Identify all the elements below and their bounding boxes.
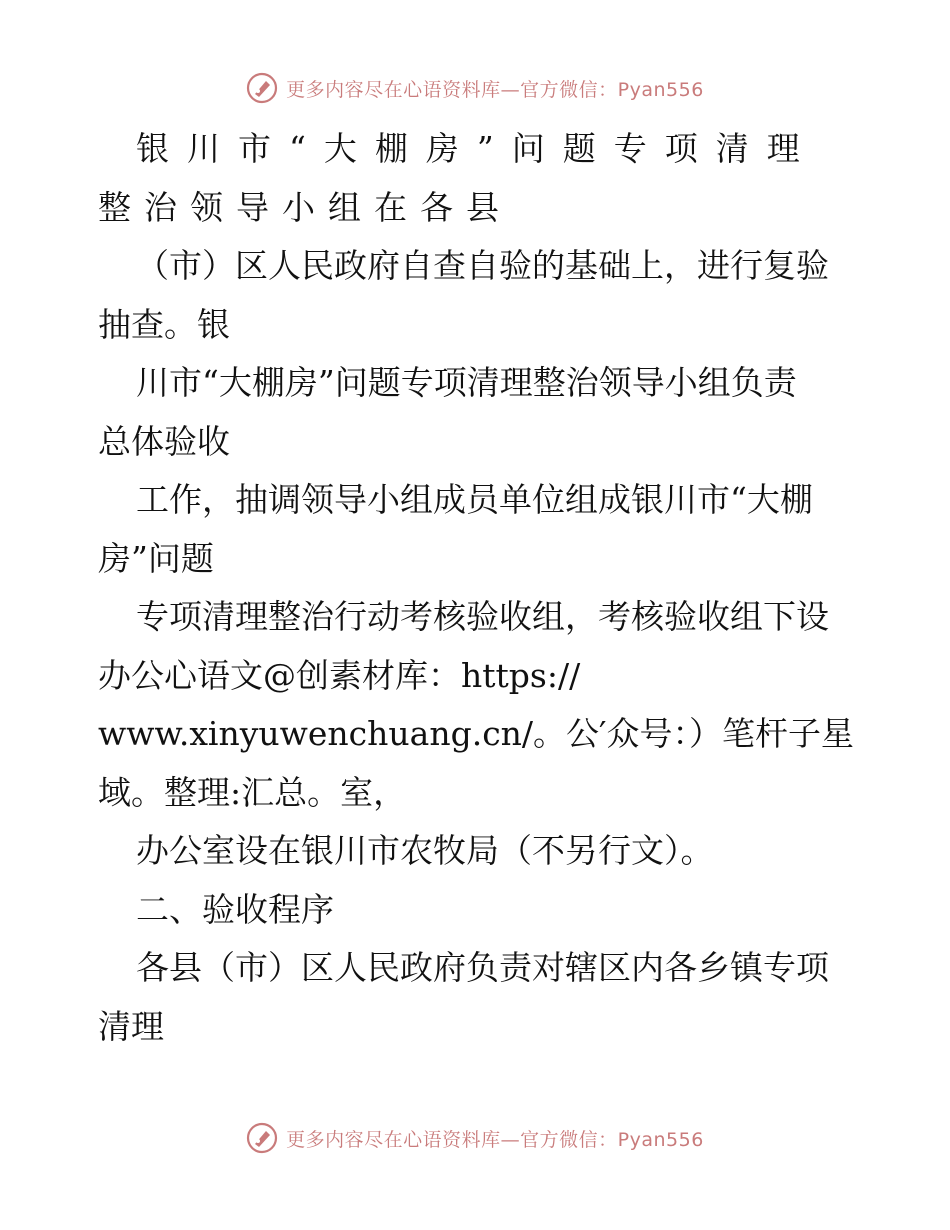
text-line: 清理 xyxy=(98,1006,164,1046)
text-line: 办公心语文@创素材库：https:// xyxy=(98,655,581,695)
text-line: 银川市“大棚房”问题专项清理 xyxy=(136,129,818,168)
text-line: 专项清理整治行动考核验收组，考核验收组下设 xyxy=(136,597,829,636)
pen-nib-logo-icon xyxy=(246,1122,278,1154)
document-body xyxy=(98,120,858,1056)
banner-text: 更多内容尽在心语资料库—官方微信：Pyan556 xyxy=(286,78,704,101)
header-banner xyxy=(0,72,950,104)
text-line: www.xinyuwenchuang.cn/。公′众号：）笔杆子星 xyxy=(98,714,855,753)
text-line: 整治领导小组在各县 xyxy=(98,187,512,227)
text-line: 办公室设在银川市农牧局（不另行文）。 xyxy=(136,831,714,870)
text-line: 抽查。银 xyxy=(98,304,230,344)
text-line: 川市“大棚房”问题专项清理整治领导小组负责 xyxy=(136,363,797,402)
text-line: （市）区人民政府自查自验的基础上，进行复验 xyxy=(136,246,829,285)
text-line: 二、验收程序 xyxy=(136,889,334,929)
text-line: 工作，抽调领导小组成员单位组成银川市“大棚 xyxy=(136,480,813,519)
pen-nib-logo-icon xyxy=(246,72,278,104)
text-line: 各县（市）区人民政府负责对辖区内各乡镇专项 xyxy=(136,948,829,987)
text-line: 总体验收 xyxy=(98,421,230,461)
text-line: 房”问题 xyxy=(98,538,214,578)
footer-banner xyxy=(0,1122,950,1154)
banner-text: 更多内容尽在心语资料库—官方微信：Pyan556 xyxy=(286,1128,704,1151)
text-line: 域。整理:汇总。室， xyxy=(98,772,407,812)
